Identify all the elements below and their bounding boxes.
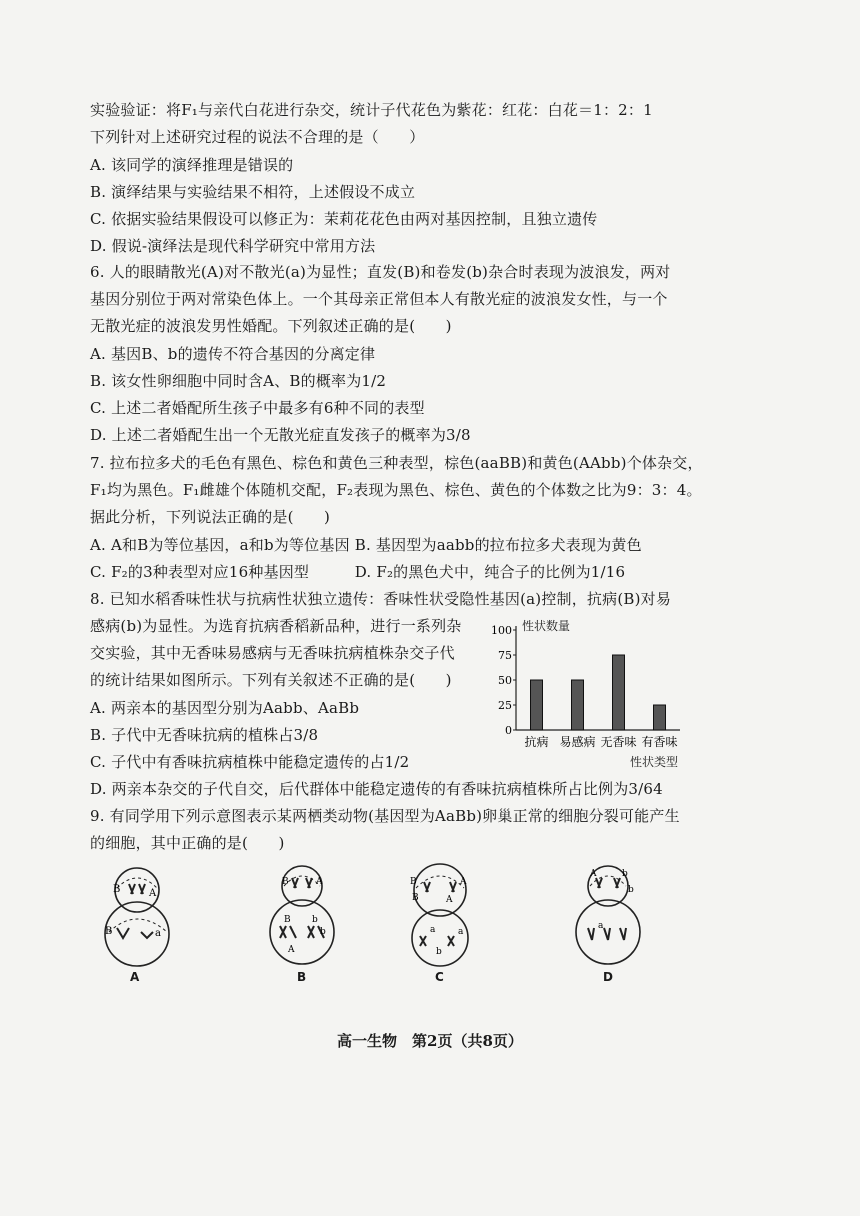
bar-4	[654, 705, 666, 730]
cell-figure-a-label: A	[130, 970, 140, 984]
line-18: C. F₂的3种表型对应16种基因型 D. F₂的黑色犬中，纯合子的比例为1/16	[90, 563, 626, 581]
gene-letter: a	[155, 928, 161, 939]
gene-letter: B	[284, 915, 291, 925]
line-16: 据此分析，下列说法正确的是( )	[90, 508, 331, 526]
gene-letter: B	[105, 926, 113, 937]
y-axis-label: 性状数量	[522, 619, 571, 633]
gene-letter: b	[312, 915, 318, 925]
cell-figure-d-label: D	[603, 970, 613, 984]
gene-letter: B	[410, 877, 417, 887]
line-22: 的统计结果如图所示。下列有关叙述不正确的是( )	[90, 671, 452, 689]
gene-letter: B	[113, 884, 121, 895]
line-4: B. 演绎结果与实验结果不相符，上述假设不成立	[90, 183, 416, 201]
line-14: 7. 拉布拉多犬的毛色有黑色、棕色和黄色三种表型，棕色(aaBB)和黄色(AAbb)个体杂交，	[90, 454, 703, 472]
line-11: B. 该女性卵细胞中同时含A、B的概率为1/2	[90, 372, 387, 390]
gene-letter: A	[460, 877, 467, 887]
line-15: F₁均为黑色。F₁雌雄个体随机交配，F₂表现为黑色、棕色、黄色的个体数之比为9：3：4。	[90, 481, 702, 499]
bar-chart	[488, 612, 688, 772]
line-27: 9. 有同学用下列示意图表示某两栖类动物(基因型为AaBb)卵巢正常的细胞分裂可能产生	[90, 807, 680, 825]
line-28: 的细胞，其中正确的是( )	[90, 834, 285, 852]
line-19: 8. 已知水稻香味性状与抗病性状独立遗传：香味性状受隐性基因(a)控制，抗病(B)对易	[90, 590, 672, 608]
line-9: 无散光症的波浪发男性婚配。下列叙述正确的是( )	[90, 317, 452, 335]
bar-3	[613, 655, 625, 730]
y-tick-label: 50	[498, 674, 512, 687]
cell-figure-c	[400, 862, 480, 972]
cell-figure-a	[95, 862, 175, 972]
gene-letter: b	[628, 885, 634, 895]
gene-letter: A	[446, 895, 453, 905]
bar-2	[572, 680, 584, 730]
gene-letter: a	[430, 925, 436, 935]
category-label: 有香味	[641, 735, 678, 749]
line-24: B. 子代中无香味抗病的植株占3/8	[90, 726, 319, 744]
gene-letter: B	[412, 893, 419, 903]
gene-letter: b	[320, 927, 326, 937]
line-12: C. 上述二者婚配所生孩子中最多有6种不同的表型	[90, 399, 425, 417]
x-axis-label: 性状类型	[629, 755, 678, 769]
cell-figure-b	[262, 862, 342, 972]
line-25: C. 子代中有香味抗病植株中能稳定遗传的占1/2	[90, 753, 410, 771]
gene-letter: b	[622, 869, 628, 879]
gene-letter: b	[436, 947, 442, 957]
gene-letter: a	[458, 927, 464, 937]
line-13: D. 上述二者婚配生出一个无散光症直发孩子的概率为3/8	[90, 426, 471, 444]
category-label: 无香味	[600, 735, 637, 749]
cell-figure-d	[568, 862, 648, 972]
line-1: 实验验证：将F₁与亲代白花进行杂交，统计子代花色为紫花：红花：白花＝1：2：1	[90, 101, 653, 119]
gene-letter: B	[282, 877, 289, 887]
gene-letter: A	[288, 945, 295, 955]
y-tick-label: 0	[505, 724, 512, 737]
bar-1	[531, 680, 543, 730]
cell-figure-c-label: C	[435, 970, 444, 984]
y-tick-label: 25	[498, 699, 512, 712]
gene-letter: a	[598, 921, 604, 931]
gene-letter: A	[316, 877, 323, 887]
line-8: 基因分别位于两对常染色体上。一个其母亲正常但本人有散光症的波浪发女性，与一个	[90, 290, 668, 308]
line-2: 下列针对上述研究过程的说法不合理的是（ ）	[90, 128, 425, 146]
gene-letter: A	[590, 869, 597, 879]
line-21: 交实验，其中无香味易感病与无香味抗病植株杂交子代	[90, 644, 455, 662]
line-10: A. 基因B、b的遗传不符合基因的分离定律	[90, 345, 376, 363]
cell-figure-b-label: B	[297, 970, 307, 984]
y-tick-label: 75	[498, 649, 512, 662]
category-label: 抗病	[524, 735, 549, 749]
line-17: A. A和B为等位基因，a和b为等位基因 B. 基因型为aabb的拉布拉多犬表现为黄色	[90, 536, 642, 554]
y-tick-label: 100	[491, 624, 512, 637]
page-footer: 高一生物 第2页（共8页）	[337, 1032, 523, 1050]
line-20: 感病(b)为显性。为选育抗病香稻新品种，进行一系列杂	[90, 617, 462, 635]
line-5: C. 依据实验结果假设可以修正为：茉莉花花色由两对基因控制，且独立遗传	[90, 210, 598, 228]
line-6: D. 假说-演绎法是现代科学研究中常用方法	[90, 237, 376, 255]
line-7: 6. 人的眼睛散光(A)对不散光(a)为显性；直发(B)和卷发(b)杂合时表现为波浪发，两对	[90, 263, 671, 281]
category-label: 易感病	[559, 735, 596, 749]
line-3: A. 该同学的演绎推理是错误的	[90, 156, 294, 174]
line-26: D. 两亲本杂交的子代自交，后代群体中能稳定遗传的有香味抗病植株所占比例为3/64	[90, 780, 663, 798]
line-23: A. 两亲本的基因型分别为Aabb、AaBb	[90, 699, 360, 717]
gene-letter: A	[149, 888, 157, 899]
